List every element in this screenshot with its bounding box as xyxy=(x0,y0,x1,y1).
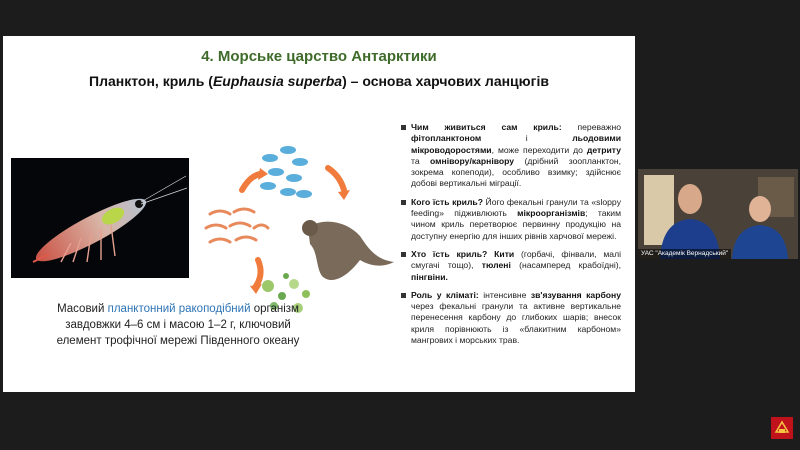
seal-icon xyxy=(302,220,394,280)
channel-logo-icon xyxy=(771,417,793,439)
krill-caption: Масовий планктонний ракоподібний організм завдовжки 4–6 см і масою 1–2 г, ключовий елемент трофічної мережі Південного океану xyxy=(56,303,300,347)
webcam-feed[interactable] xyxy=(638,169,798,259)
bullet-diet: Чим живиться сам криль: переважно фітопланктоном і льодовими мікроводоростями, може переходити до детриту та омнівору/карнівору (дрібний зоопланктон, зокрема копеподи), особливо взимку; здійснює добові вертикальні міграції. xyxy=(401,122,621,190)
presentation-slide xyxy=(3,36,635,392)
webcam-label: УАС "Академік Вернадський" xyxy=(638,249,731,259)
krill-photo xyxy=(11,158,189,278)
bullet-list xyxy=(401,122,621,353)
slide-title: 4. Морське царство Антарктики xyxy=(201,48,437,65)
krill-group-icon xyxy=(206,209,268,242)
bullet-whom-krill-feeds: Кого їсть криль? Його фекальні гранули та «sloppy feeding» підживлюють мікроорганізмів; таким чином криль перетворює первинну продукцію на доступну енергію для інших рівнів харчової мережі. xyxy=(401,197,621,242)
bullet-climate: Роль у кліматі: інтенсивне зв'язування карбону через фекальні гранули та активне вертикальне перенесення карбону до глибоких шарів; внесок криля порівнюють із «блакитним карбоном» мангрових і морських трав. xyxy=(401,290,621,346)
bullet-predators: Хто їсть криль? Кити (горбачі, фінвали, малі смугачі тощо), тюлені (насамперед крабоїдні), пінгвіни. xyxy=(401,249,621,283)
food-chain-diagram xyxy=(198,136,403,316)
slide-subtitle: Планктон, криль (Euphausia superba) – основа харчових ланцюгів xyxy=(89,73,549,89)
fish-icon xyxy=(260,146,312,198)
